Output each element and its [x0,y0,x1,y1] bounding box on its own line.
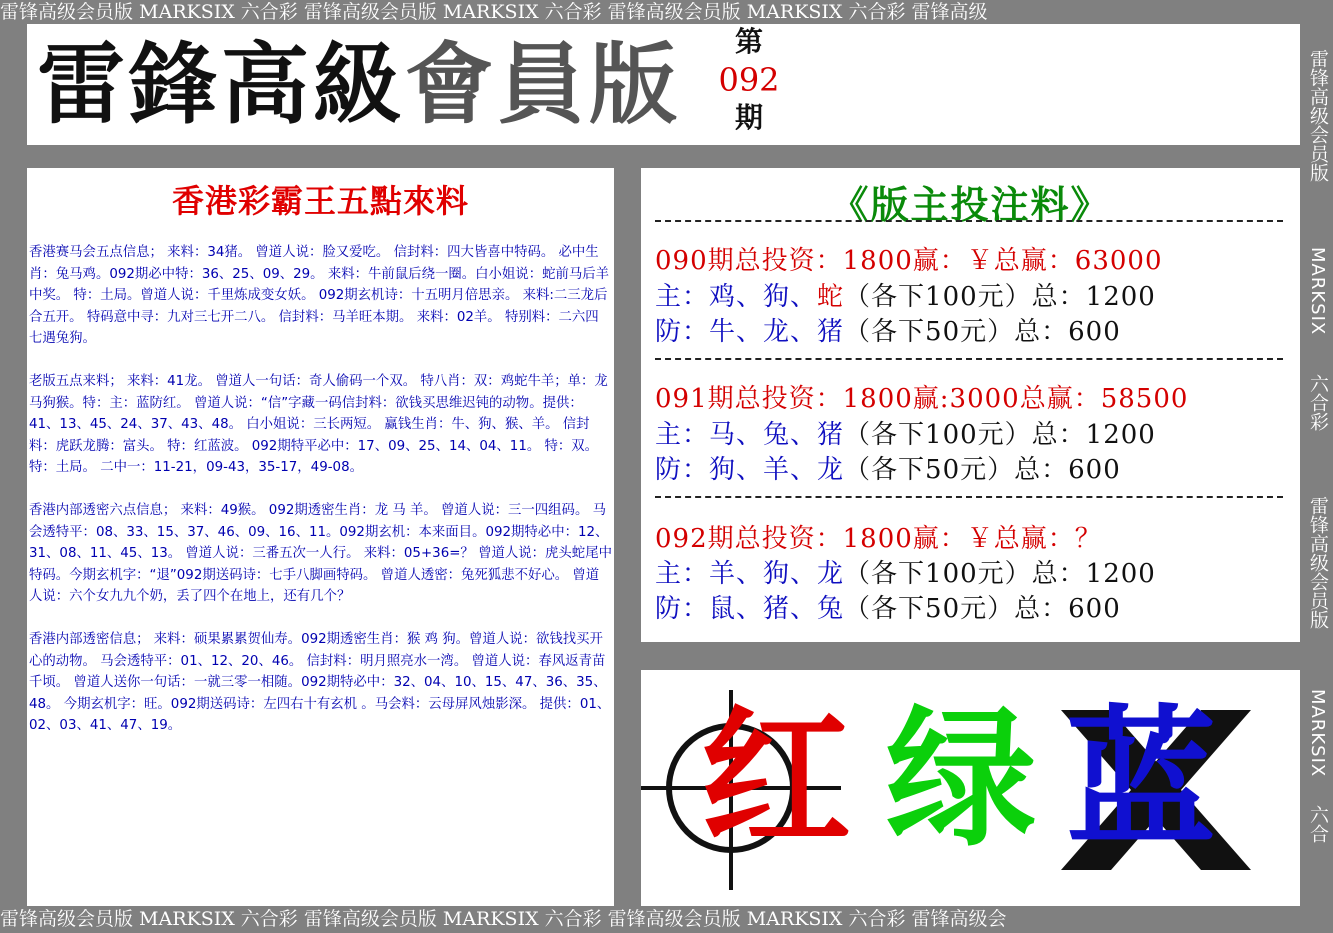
right-vertical-strip [1302,0,1333,933]
banner-title [37,30,717,140]
header-banner [27,24,1300,145]
block-main-line [655,414,1156,451]
main-suffix: （各下100元）总：1200 [844,559,1156,589]
right-strip-text-1: 雷锋高级会员版 [1307,48,1329,182]
block-summary: 090期总投资：1800赢：￥总赢：63000 [655,246,1163,276]
top-marquee-strip: 雷锋高级会员版 MARKSIX 六合彩 雷锋高级会员版 MARKSIX 六合彩 雷锋高级会员版 MARKSIX 六合彩 雷锋高级 [0,1,988,23]
guard-animals: 狗、羊、龙 [709,455,845,485]
guard-suffix: （各下50元）总：600 [844,594,1121,624]
divider [655,358,1283,360]
betting-panel-title: 《版主投注料》 [830,182,1111,227]
color-wave-panel [641,670,1300,906]
divider [655,496,1283,498]
main-animals: 鸡、狗、 [709,282,818,312]
info-paragraph: 香港赛马会五点信息； 来料：34猪。 曾道人说：脸又爱吃。 信封料：四大皆喜中特码。 必中生肖：兔马鸡。092期必中特：36、25、09、29。 来料：牛前鼠后绕一圈。白小姐说：蛇前马后羊中奖。 特：土局。曾道人说：千里炼成变女妖。 092期玄机诗：十五明月倍思亲。 来料:二三龙后合五开。 特码意中寻：九对三七开二八。 信封料：马羊旺本期。 来料：02羊。 特别料：二六四七遇兔狗。 [29,245,610,346]
block-main-line [655,276,1156,313]
red-character: 红 [701,693,852,867]
left-panel-body [29,242,612,758]
main-suffix: （各下100元）总：1200 [844,282,1156,312]
info-paragraph: 香港内部透密信息； 来料：硕果累累贺仙寿。092期透密生肖：猴 鸡 狗。曾道人说：欲钱找买开心的动物。 马会透特平：01、12、20、46。 信封料：明月照亮水一湾。 曾道人说：春风返青苗千顷。 曾道人送你一句话：一就三零一相随。092期特必中：32、04、10、15、47、36、35、48。 今期玄机字：旺。092期送码诗：左四右十有玄机 。马会料：云母屏风烛影深。 提供：01、02、03、41、47、19。 [29,632,611,733]
betting-panel [641,168,1300,642]
green-character: 绿 [886,693,1037,867]
guard-prefix: 防： [655,455,710,485]
issue-number: 092 [718,61,780,99]
banner-title-dark: 雷鋒高級 [37,33,406,136]
block-summary: 092期总投资：1800赢：￥总赢：？ [655,524,1102,554]
right-strip-text-5: MARKSIX [1307,688,1328,778]
block-summary: 091期总投资：1800赢:3000总赢：58500 [655,384,1189,414]
guard-suffix: （各下50元）总：600 [844,317,1121,347]
guard-animals: 鼠、猪、兔 [709,594,845,624]
left-info-panel [27,168,614,906]
guard-suffix: （各下50元）总：600 [844,455,1121,485]
block-main-line [655,553,1156,590]
main-suffix: （各下100元）总：1200 [844,420,1156,450]
guard-prefix: 防： [655,594,710,624]
main-animals: 羊、狗、龙 [709,559,845,589]
info-paragraph: 香港内部透密六点信息； 来料：49猴。 092期透密生肖：龙 马 羊。 曾道人说：三一四组码。 马会透特平：08、33、15、37、46、09、16、11。092期玄机：本来面目。092期特必中：12、31、08、11、45、13。 曾道人说：三番五次一人行。 来料：05+36=？ 曾道人说：虎头蛇尾中特码。今期玄机字：“退”092期送码诗：七手八脚画特码。 曾道人透密：兔死狐悲不好心。 曾道人说：六个女九九个奶，丢了四个在地上，还有几个？ [29,503,612,604]
banner-title-grey: 會員版 [405,33,682,136]
block-guard-line [655,311,1121,348]
issue-label [717,24,781,145]
main-prefix: 主： [655,559,710,589]
main-prefix: 主： [655,420,710,450]
guard-animals: 牛、龙、猪 [709,317,845,347]
main-animals: 马、兔、猪 [709,420,845,450]
right-strip-text-3: 六合彩 [1307,373,1329,431]
divider [655,220,1283,222]
blue-character: 蓝 [1066,693,1217,867]
issue-suffix: 期 [734,101,763,134]
main-prefix: 主： [655,282,710,312]
bottom-marquee-strip: 雷锋高级会员版 MARKSIX 六合彩 雷锋高级会员版 MARKSIX 六合彩 雷锋高级会员版 MARKSIX 六合彩 雷锋高级会 [0,908,1007,930]
block-guard-line [655,449,1121,486]
block-guard-line [655,588,1121,625]
right-strip-text-4: 雷锋高级会员版 [1307,495,1329,629]
info-paragraph: 老版五点来料； 来料：41龙。 曾道人一句话：奇人偷码一个双。 特八肖：双：鸡蛇牛羊；单：龙马狗猴。特：主：蓝防红。 曾道人说：“信”字藏一码信封料：欲钱买思维迟钝的动物。提供：41、13、45、24、37、43、48。 白小姐说：三长两短。 赢钱生肖：牛、狗、猴、羊。 信封料：虎跃龙腾：富头。 特：红蓝波。 092期特平必中：17、09、25、14、04、11。 特：双。 特：土局。 二中一：11-21，09-43，35-17，49-08。 [29,374,608,475]
right-strip-text-6: 六合 [1307,805,1329,843]
main-animal-highlight: 蛇 [817,282,845,312]
issue-prefix: 第 [734,25,763,58]
guard-prefix: 防： [655,317,710,347]
right-strip-text-2: MARKSIX [1307,246,1328,336]
left-panel-title: 香港彩霸王五點來料 [171,182,469,220]
